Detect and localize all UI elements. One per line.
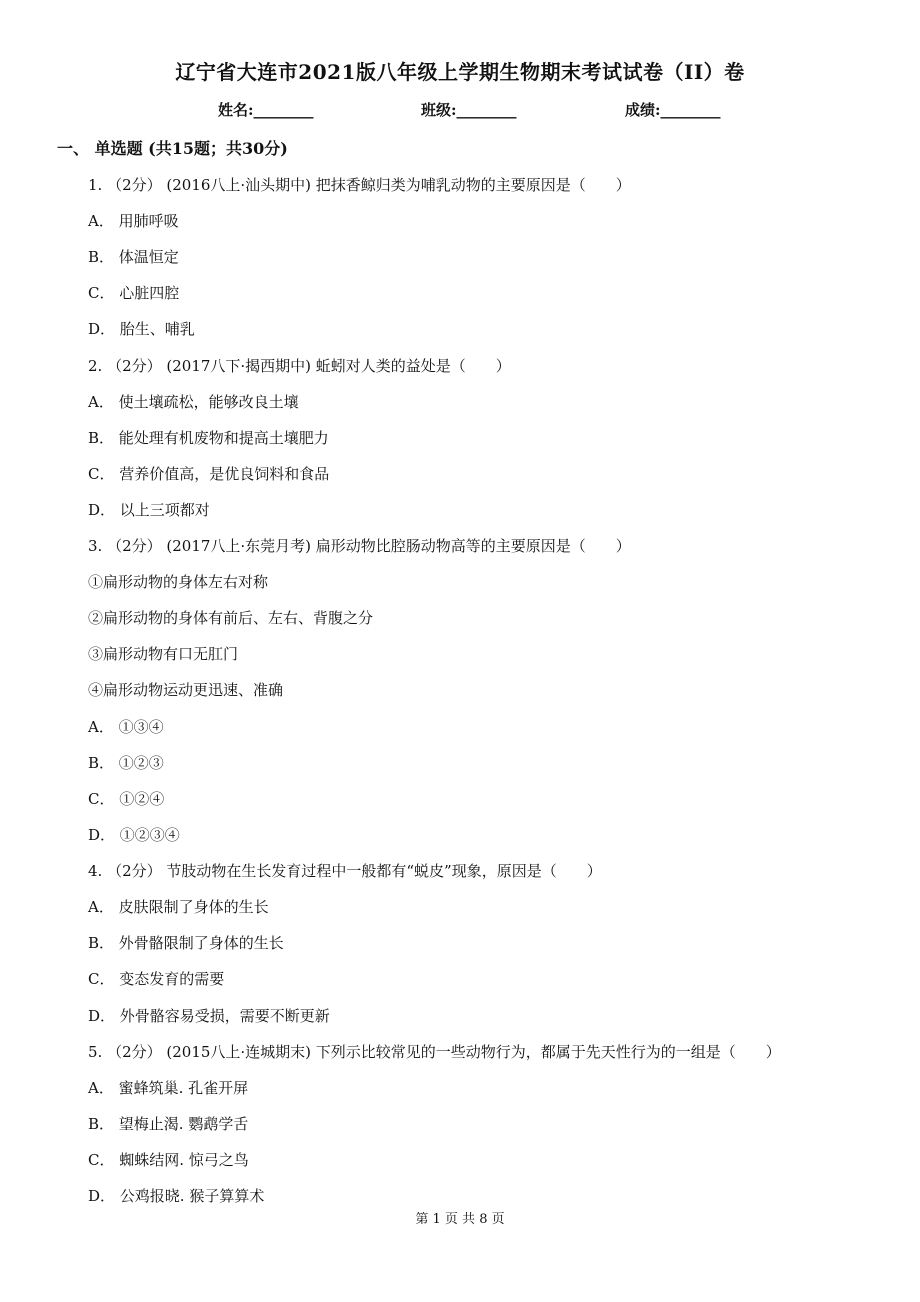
option-3d: D． ①②③④ <box>88 826 180 844</box>
question-3: 3. （2分） (2017八上·东莞月考) 扁形动物比腔肠动物高等的主要原因是（ ） <box>88 537 631 555</box>
option-4d: D． 外骨骼容易受损，需要不断更新 <box>88 1007 330 1025</box>
option-3c: C． ①②④ <box>88 790 165 808</box>
name-field: 姓名:________ <box>218 101 314 119</box>
option-4c: C． 变态发育的需要 <box>88 970 225 988</box>
statement-3-1: ①扁形动物的身体左右对称 <box>88 573 269 591</box>
class-field: 班级:________ <box>421 101 517 119</box>
option-5c: C． 蜘蛛结网. 惊弓之鸟 <box>88 1151 249 1169</box>
option-1a: A． 用肺呼吸 <box>88 212 179 230</box>
option-1b: B． 体温恒定 <box>88 248 179 266</box>
question-4: 4. （2分） 节肢动物在生长发育过程中一般都有“蜕皮”现象，原因是（ ） <box>88 862 602 880</box>
option-2a: A． 使土壤疏松，能够改良土壤 <box>88 393 299 411</box>
option-1c: C． 心脏四腔 <box>88 284 180 302</box>
statement-3-4: ④扁形动物运动更迅速、准确 <box>88 681 284 699</box>
statement-3-3: ③扁形动物有口无肛门 <box>88 645 239 663</box>
question-1: 1. （2分） (2016八上·汕头期中) 把抹香鲸归类为哺乳动物的主要原因是（ ） <box>88 176 631 194</box>
page-title: 辽宁省大连市2021版八年级上学期生物期末考试试卷（II）卷 <box>175 60 745 84</box>
option-5d: D． 公鸡报晓. 猴子算算术 <box>88 1187 265 1205</box>
option-2d: D． 以上三项都对 <box>88 501 210 519</box>
option-5b: B． 望梅止渴. 鹦鹉学舌 <box>88 1115 249 1133</box>
score-field: 成绩:________ <box>625 101 721 119</box>
option-4b: B． 外骨骼限制了身体的生长 <box>88 934 284 952</box>
option-3a: A． ①③④ <box>88 718 164 736</box>
option-2b: B． 能处理有机废物和提高土壤肥力 <box>88 429 329 447</box>
question-2: 2. （2分） (2017八下·揭西期中) 蚯蚓对人类的益处是（ ） <box>88 357 511 375</box>
option-1d: D． 胎生、哺乳 <box>88 320 195 338</box>
option-2c: C． 营养价值高，是优良饲料和食品 <box>88 465 330 483</box>
page-footer: 第 1 页 共 8 页 <box>415 1212 505 1227</box>
question-5: 5. （2分） (2015八上·连城期末) 下列示比较常见的一些动物行为，都属于先天性行为的一组是（ ） <box>88 1043 781 1061</box>
statement-3-2: ②扁形动物的身体有前后、左右、背腹之分 <box>88 609 374 627</box>
option-5a: A． 蜜蜂筑巢. 孔雀开屏 <box>88 1079 249 1097</box>
section-heading: 一、 单选题 (共15题；共30分) <box>57 139 288 158</box>
option-4a: A． 皮肤限制了身体的生长 <box>88 898 269 916</box>
option-3b: B． ①②③ <box>88 754 164 772</box>
